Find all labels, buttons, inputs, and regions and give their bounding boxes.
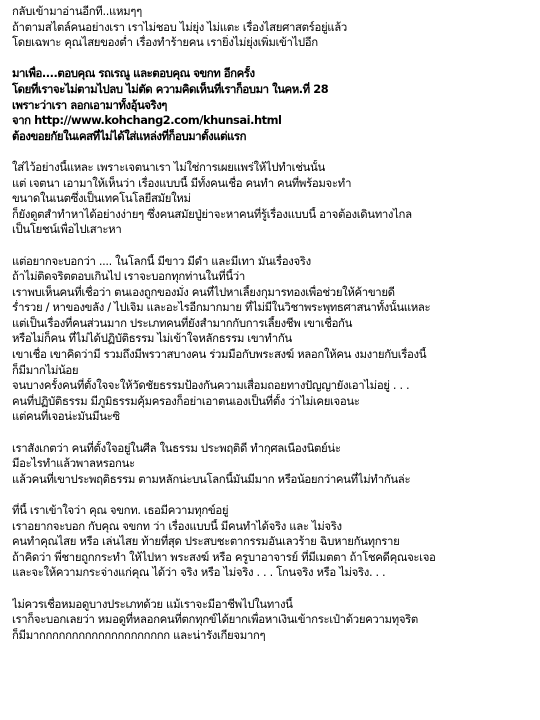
- text-line: เป็นโยชน์เพื่อไปเสาะหา: [12, 222, 122, 237]
- text-line: หรือไม่ก็คน ที่ไม่ได้ปฏิบัติธรรม ไม่เข้าใจหลักธรรม เขาทำกัน: [12, 331, 292, 346]
- text-line: โดยเฉพาะ คุณไสยของต่ำ เรื่องทำร้ายคน เรายิ่งไม่ยุ่งเพิ่มเข้าไปอีก: [12, 35, 318, 50]
- text-line: ถ้าตามสไตล์คนอย่างเรา เราไม่ชอบ ไม่ยุ่ง ไม่แตะ เรื่องไสยศาสตร์อยู่แล้ว: [12, 19, 347, 34]
- text-line: ที่นี้ เราเข้าใจว่า คุณ จขกท. เธอมีความทุกข์อยู่: [12, 503, 229, 517]
- paragraph: [12, 597, 532, 644]
- text-line: แต่ เจตนา เอามาให้เห็นว่า เรื่องแบบนี้ มีทั้งคนเชื่อ คนทำ คนที่พร้อมจะทำ: [12, 175, 352, 190]
- paragraph: [12, 441, 532, 488]
- text-line: และจะให้ความกระจ่างแก่คุณ ได้ว่า จริง หรือ ไม่จริง . . . โกนจริง หรือ ไม่จริง. . .: [12, 565, 386, 580]
- text-line: ถ้าไม่ติดจริตตอบเกินไป เราจะบอกทุกท่านในที่นี้ว่า: [12, 269, 245, 284]
- text-line: กลับเข้ามาอ่านอีกที..แหมๆๆ: [12, 4, 142, 18]
- text-line: ก็มีมากไม่น้อย: [12, 362, 79, 377]
- text-line: เราก็จะบอกเลยว่า หมอดูที่หลอกคนที่ตกทุกข์ได้ยากเพื่อหาเงินเข้ากระเป๋าด้วยความทุจริต: [12, 612, 418, 627]
- text-line: แต่อยากจะบอกว่า .... ในโลกนี้ มีขาว มีดำ และมีเทา มันเรื่องจริง: [12, 253, 311, 268]
- forum-post-body: [12, 4, 532, 643]
- text-line: ร่ำรวย / หาของขลัง / ไปเจิม และอะไรอีกมากมาย ที่ไม่มีในวิชาพระพุทธศาสนาทั้งนั้นแหละ: [12, 300, 431, 315]
- text-line: ก็มีมากกกกกกกกกกกกกกกกกกกก และน่ารังเกียจมากๆ: [12, 627, 266, 642]
- paragraph: [12, 4, 532, 51]
- text-line: จนบางครั้งคนที่ตั้งใจจะให้วัดชัยธรรมป้องกันความเสื่อมถอยทางปัญญายังเอาไม่อยู่ . . .: [12, 378, 410, 393]
- paragraph: [12, 160, 532, 238]
- text-line: ใส่ไว้อย่างนี้แหละ เพราะเจตนาเรา ไม่ใช่การเผยแพร่ให้ไปทำเช่นนั้น: [12, 159, 325, 174]
- text-line: ก็ยังดูตสำทำหาได้อย่างง่ายๆ ซึ่งคนสมัยปู่ย่าจะหาคนที่รู้เรื่องแบบนี้ อาจต้องเดินทางไกล: [12, 206, 412, 221]
- paragraph: [12, 254, 532, 426]
- text-line: เราอยากจะบอก กับคุณ จขกท ว่า เรื่องแบบนี้ มีคนทำได้จริง และ ไม่จริง: [12, 518, 342, 533]
- paragraph: [12, 66, 532, 144]
- text-line: ถ้าคิดว่า พี่ชายถูกกระทำ ให้ไปหา พระสงฆ์ หรือ ครูบาอาจารย์ ที่มีเมตตา ถ้าโชคดีคุณจะเจอ: [12, 549, 436, 564]
- text-line: โดยที่เราจะไม่ตามไปลบ ไม่ตัด ความคิดเห็นที่เราก็อบมา ในคห.ที่ 28: [12, 81, 329, 96]
- text-line: ขนาดในเนตซึ่งเป็นเทคโนโลยีสมัยใหม่: [12, 191, 191, 206]
- text-line: ต้องขอยกัยในเคสที่ไม่ได้ใส่แหล่งที่ก็อบมาตั้งแต่แรก: [12, 128, 247, 143]
- text-line: มีอะไรทำแล้วพาลหรอกนะ: [12, 456, 135, 471]
- text-line: ไม่ควรเชื่อหมอดูบางประเภทด้วย แม้เราจะมีอาชีพไปในทางนี้: [12, 596, 293, 611]
- paragraph: [12, 503, 532, 581]
- text-line: มาเพื่อ....ตอบคุณ รถเรณู และตอบคุณ จขกท อีกครั้ง: [12, 66, 255, 81]
- text-line: แต่เป็นเรื่องที่คนส่วนมาก ประเภทคนที่ยังสำมากกับการเลี้ยงชีพ เขาเชื่อกัน: [12, 315, 353, 330]
- text-line: คนทำคุณไสย หรือ เล่นไสย ท้ายที่สุด ประสบชะตากรรมอันเลวร้าย ฉิบหายกันทุกราย: [12, 534, 400, 549]
- text-line: แต่คนที่เจอน่ะมันมีนะซิ: [12, 409, 120, 424]
- text-line: เพราะว่าเรา ลอกเอามาทั้งอุ้นจริงๆ: [12, 97, 167, 112]
- text-line: เขาเชื่อ เขาคิดว่ามี รวมถึงมีพรวาสบางคน ร่วมมือกับพระสงฆ์ หลอกให้คน งมงายกับเรื่องนี้: [12, 347, 427, 362]
- text-line: เราสังเกตว่า คนที่ตั้งใจอยู่ในศีล ในธรรม ประพฤติดี ทำกุศลเนืองนิตย์น่ะ: [12, 440, 341, 455]
- text-line: เราพบเห็นคนที่เชื่อว่า ตนเองถูกของมั่ง คนที่ไปหาเลี้ยงกุมารทองเพื่อช่วยให้ค้าขายดี: [12, 284, 395, 299]
- text-line: แล้วคนที่เขาประพฤติธรรม ตามหลักน่ะบนโลกนี้มันมีมาก หรือน้อยกว่าคนที่ไม่ทำกันล่ะ: [12, 471, 411, 486]
- text-line: จาก http://www.kohchang2.com/khunsai.html: [12, 113, 282, 128]
- text-line: คนที่ปฏิบัติธรรม มีภูมิธรรมคุ้มครองก็อย่าเอาตนเองเป็นที่ตั้ง ว่าไม่เคยเจอนะ: [12, 393, 360, 408]
